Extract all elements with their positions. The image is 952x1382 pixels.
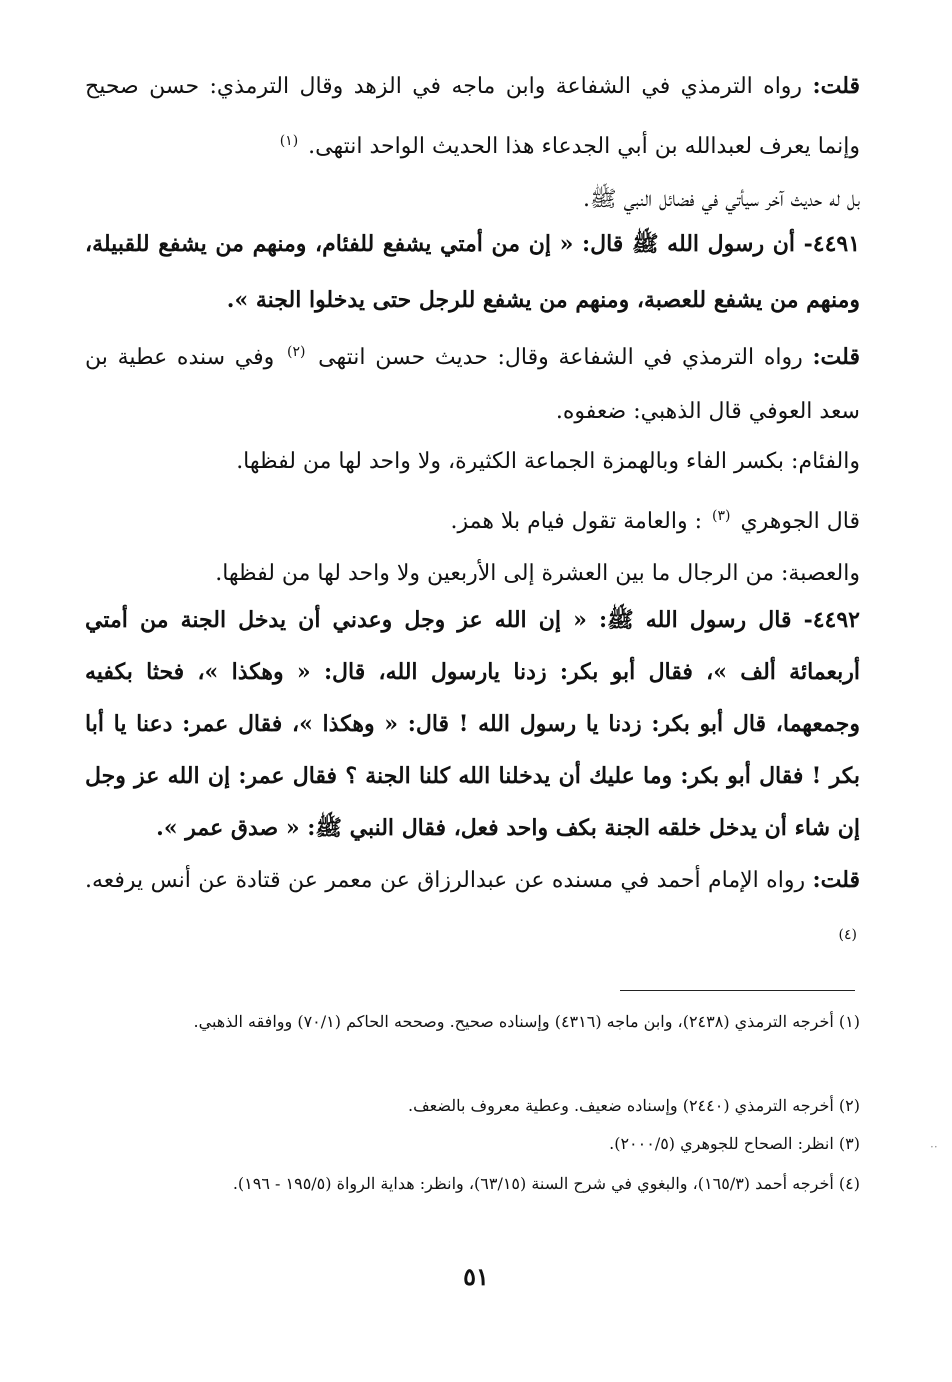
- footnote-3: (٣) انظر: الصحاح للجوهري (٢٠٠٠/٥).: [609, 1134, 860, 1153]
- footnote-1: (١) أخرجه الترمذي (٢٤٣٨)، وابن ماجه (٤٣١٦) وإسناده صحيح. وصححه الحاكم (٧٠/١) ووافقه الذهبي.: [193, 1012, 860, 1031]
- paragraph-4: [85, 330, 860, 439]
- paragraph-lead: قلت:: [812, 73, 860, 99]
- hadith-text: « إن من أمتي يشفع للفئام، ومنهم من يشفع للقبيلة، ومنهم من يشفع للعصبة، ومنهم من يشفع للرجل حتى يدخلوا الجنة ».: [85, 231, 860, 313]
- hadith-number-lead: ٤٤٩٢- قال رسول الله ﷺ:: [598, 607, 860, 633]
- paragraph-5: [85, 432, 860, 492]
- paragraph-text-continued: : والعامة تقول فيام بلا همز.: [450, 509, 702, 534]
- scan-speck: ··: [930, 1140, 938, 1154]
- footnote-separator: [620, 990, 855, 991]
- hadith-number-lead: ٤٤٩١- أن رسول الله ﷺ قال:: [582, 231, 861, 257]
- page-number: ٥١: [463, 1262, 489, 1291]
- paragraph-text: رواه الترمذي في الشفاعة وابن ماجه في الزهد وقال الترمذي: حسن صحيح وإنما يعرف لعبدالله بن أبي الجدعاء هذا الحديث الواحد انتهى.: [85, 74, 860, 159]
- footnote-marker: (١): [279, 132, 299, 149]
- paragraph-lead: قلت:: [812, 867, 860, 893]
- hadith-text: « إن الله عز وجل وعدني أن يدخل الجنة من أمتي أربعمائة ألف »، فقال أبو بكر: زدنا يارسول الله، قال: « وهكذا »، فحثا بكفيه وجمعهما، قال أبو بكر: زدنا يا رسول الله ! قال: « وهكذا »، فقال عمر: دعنا يا أبا بكر ! فقال أبو بكر: وما عليك أن يدخلنا الله كلنا الجنة ؟ فقال عمر: إن الله عز وجل إن شاء أن يدخل خلقه الجنة بكف واحد فعل، فقال النبي ﷺ: « صدق عمر ».: [85, 607, 860, 841]
- paragraph-1: [85, 56, 860, 177]
- hadith-4492: [85, 594, 860, 854]
- paragraph-text: بل له حديث آخر سيأتي في فضائل النبي ﷺ.: [583, 187, 860, 212]
- footnote-marker: (٣): [711, 507, 731, 524]
- paragraph-6: [85, 492, 860, 552]
- footnote-marker: (٤): [838, 926, 857, 943]
- footnote-4: (٤) أخرجه أحمد (١٦٥/٣)، والبغوي في شرح السنة (٦٣/١٥)، وانظر: هداية الرواة (١٩٥/٥ - ١٩٦).: [232, 1174, 860, 1193]
- paragraph-text-continued: وفي سنده عطية بن سعد العوفي قال الذهبي: ضعفوه.: [85, 345, 860, 424]
- paragraph-text: والفئام: بكسر الفاء وبالهمزة الجماعة الكثيرة، ولا واحد لها من لفظها.: [236, 449, 860, 474]
- paragraph-lead: قلت:: [812, 344, 860, 370]
- footnote-2: (٢) أخرجه الترمذي (٢٤٤٠) وإسناده ضعيف. وعطية معروف بالضعف.: [408, 1096, 860, 1115]
- paragraph-text: والعصبة: من الرجال ما بين العشرة إلى الأربعين ولا واحد لها من لفظها.: [215, 561, 860, 586]
- hadith-4491: [85, 216, 860, 328]
- footnote-marker: (٢): [286, 343, 306, 360]
- paragraph-text: رواه الترمذي في الشفاعة وقال: حديث حسن انتهى: [318, 345, 803, 370]
- paragraph-9: [85, 850, 860, 971]
- paragraph-text: قال الجوهري: [740, 509, 860, 534]
- paragraph-text: رواه الإمام أحمد في مسنده عن عبدالرزاق عن معمر عن قتادة عن أنس يرفعه.: [85, 868, 806, 893]
